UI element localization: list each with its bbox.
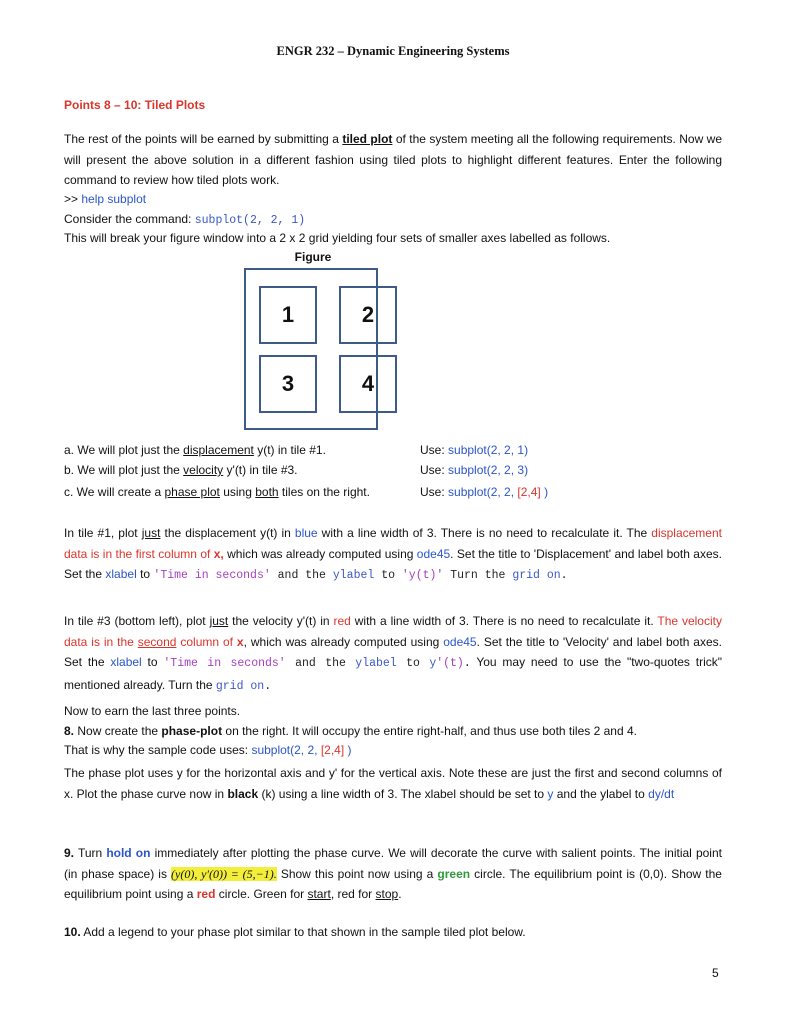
point-number: 8.	[64, 724, 75, 738]
list-use-c	[420, 485, 548, 499]
intro-text: The rest of the points will be earned by submitting a	[64, 132, 343, 146]
text: circle. The equilibrium point is (0,0). Show the equilibrium point using a	[64, 866, 722, 901]
list-item-b	[64, 463, 298, 477]
text: Now create the	[74, 724, 162, 738]
tile-1: 1	[259, 286, 317, 344]
ode45-keyword: ode45	[443, 634, 477, 649]
x-variable: x,	[213, 546, 224, 561]
phase-description	[64, 763, 722, 804]
tile1-paragraph	[64, 523, 722, 587]
just-emphasis: just	[209, 614, 229, 628]
subplot-cmd-end: )	[540, 485, 549, 499]
subplot-cmd: subplot(2, 2,	[448, 485, 518, 499]
text: , which was already computed using	[243, 634, 444, 649]
dydt-keyword: dy/dt	[648, 786, 675, 801]
tile-4: 4	[339, 355, 397, 413]
text: Add a legend to your phase plot similar to that shown in the sample tiled plot below.	[80, 925, 526, 939]
point-9-paragraph	[64, 843, 722, 905]
list-use-b	[420, 463, 528, 477]
text: The phase plot uses y for the horizontal axis and y' for the vertical axis. Note these are just the first and second columns of x. Plot the phase curve now in	[64, 766, 722, 801]
text: , red for	[330, 887, 376, 901]
time-string: 'Time in seconds'	[163, 657, 286, 670]
point-number: 9.	[64, 846, 75, 860]
text: Show this point now using a	[276, 866, 438, 881]
tile-2: 2	[339, 286, 397, 344]
consider-label: Consider the command:	[64, 212, 195, 226]
use-label: Use:	[420, 485, 449, 499]
hold-on-keyword: hold on	[106, 846, 151, 860]
time-string: 'Time in seconds'	[153, 569, 271, 582]
red-note: displacement data is in the first column of	[64, 526, 722, 561]
text: circle. Green for	[215, 887, 308, 901]
code-text: and the	[270, 569, 333, 582]
code-text: Turn the	[443, 569, 513, 582]
last-three-points: Now to earn the last three points.	[64, 704, 241, 718]
text: You may need to use the "two-quotes trick" mentioned already. Turn the	[64, 655, 722, 692]
text: to	[141, 655, 164, 669]
text: . Set the title to 'Displacement' and label both axes. Set the	[64, 546, 722, 581]
stop-emphasis: stop	[375, 887, 399, 901]
second-emphasis: second	[137, 634, 177, 649]
y-keyword: y	[547, 786, 554, 801]
text: the displacement y(t) in	[160, 526, 295, 540]
code-text: to	[374, 569, 402, 582]
text: .	[398, 887, 402, 901]
underline-text: displacement	[183, 443, 254, 457]
subplot-cmd: subplot(2, 2,	[251, 743, 321, 757]
text: b. We will plot just the	[64, 463, 184, 477]
figure-title: Figure	[294, 250, 332, 264]
page-header: ENGR 232 – Dynamic Engineering Systems	[276, 44, 510, 58]
text: with a line width of 3. There is no need to recalculate it.	[350, 614, 658, 628]
text: c. We will create a	[64, 485, 165, 499]
red-note: The velocity data is in the	[64, 614, 722, 649]
color-word-red: red	[196, 887, 216, 901]
help-command: help subplot	[81, 192, 147, 206]
text: Turn	[74, 846, 107, 860]
text: a. We will plot just the	[64, 443, 184, 457]
code-text: .	[560, 569, 568, 582]
text: which was already computed using	[223, 546, 417, 561]
text: In tile #1, plot	[64, 526, 142, 540]
text: immediately after plotting the phase curve. We will decorate the curve with salient points. The initial point (in phase space) is	[64, 846, 722, 881]
point-number: 10.	[64, 925, 81, 939]
subplot-command: subplot(2, 2, 1)	[194, 214, 306, 227]
y-keyword: y	[429, 657, 437, 670]
code-text: .	[463, 657, 471, 670]
code-text: to	[396, 657, 430, 670]
intro-text-cont: of the system meeting all the following requirements. Now we will present the above solution in a different fashion using tiled plots to highlight different features. Enter the following command to review how tiled plots work.	[64, 132, 722, 187]
break-text: This will break your figure window into a 2 x 2 grid yielding four sets of smaller axes labelled as follows.	[64, 231, 611, 245]
initial-point-formula: (y(0), y′(0)) = (5,−1).	[171, 866, 277, 881]
text: (k) using a line width of 3. The xlabel should be set to	[258, 786, 548, 801]
text: . Set the title to 'Velocity' and label both axes. Set the	[64, 634, 722, 669]
point-8-line	[64, 724, 637, 738]
xlabel-keyword: xlabel	[110, 655, 142, 669]
color-word-green: green	[437, 866, 471, 881]
text: y(t) in tile #1.	[253, 443, 326, 457]
xlabel-keyword: xlabel	[105, 567, 137, 581]
section-title: Points 8 – 10: Tiled Plots	[64, 98, 206, 112]
on-keyword: on	[539, 569, 561, 582]
text: the velocity y'(t) in	[228, 614, 334, 628]
ylabel-keyword: ylabel	[355, 657, 397, 670]
consider-line	[64, 212, 305, 227]
sample-code-line	[64, 743, 352, 757]
text: y'(t) in tile #3.	[223, 463, 298, 477]
code-text: and the	[285, 657, 356, 670]
text: to	[136, 567, 154, 581]
code-text: .	[264, 679, 272, 693]
underline-text: phase plot	[164, 485, 220, 499]
grid-on-keyword: grid on	[215, 679, 265, 693]
use-label: Use:	[420, 463, 449, 477]
underline-text: velocity	[183, 463, 224, 477]
subplot-cmd-end: )	[344, 743, 352, 757]
text: using	[219, 485, 256, 499]
black-emphasis: black	[227, 786, 259, 801]
red-note: column of	[176, 634, 237, 649]
list-use-a	[420, 443, 528, 457]
text: That is why the sample code uses:	[64, 743, 252, 757]
phase-plot-emphasis: phase-plot	[161, 724, 223, 738]
start-emphasis: start	[307, 887, 331, 901]
text: tiles on the right.	[278, 485, 370, 499]
text: on the right. It will occupy the entire right-half, and thus use both tiles 2 and 4.	[222, 724, 637, 738]
text: In tile #3 (bottom left), plot	[64, 614, 210, 628]
intro-paragraph	[64, 129, 722, 191]
figure-window	[244, 268, 378, 430]
ylabel-keyword: ylabel	[332, 569, 375, 582]
yt-string: 'y(t)'	[401, 569, 444, 582]
subplot-cmd-index: [2,4]	[320, 743, 345, 757]
help-command-line	[64, 192, 146, 206]
point-10-line	[64, 925, 526, 939]
tile-3: 3	[259, 355, 317, 413]
just-emphasis: just	[141, 526, 161, 540]
list-item-c	[64, 485, 370, 499]
color-word-blue: blue	[294, 526, 318, 540]
color-word-red: red	[333, 614, 351, 628]
x-variable: x	[236, 634, 244, 649]
subplot-cmd: subplot(2, 2, 1)	[448, 443, 529, 457]
text: and the ylabel to	[553, 786, 649, 801]
subplot-cmd: subplot(2, 2, 3)	[448, 463, 529, 477]
list-item-a	[64, 443, 326, 457]
tile3-paragraph	[64, 611, 722, 697]
subplot-cmd-index: [2,4]	[517, 485, 541, 499]
underline-text: both	[255, 485, 279, 499]
prime-string: '(t)	[436, 657, 464, 670]
grid-keyword: grid	[512, 569, 540, 582]
page-number: 5	[712, 966, 719, 980]
use-label: Use:	[420, 443, 449, 457]
prompt: >>	[64, 192, 82, 206]
tiled-plot-emphasis: tiled plot	[342, 132, 393, 146]
text: with a line width of 3. There is no need to recalculate it. The	[317, 526, 652, 540]
ode45-keyword: ode45	[416, 546, 451, 561]
